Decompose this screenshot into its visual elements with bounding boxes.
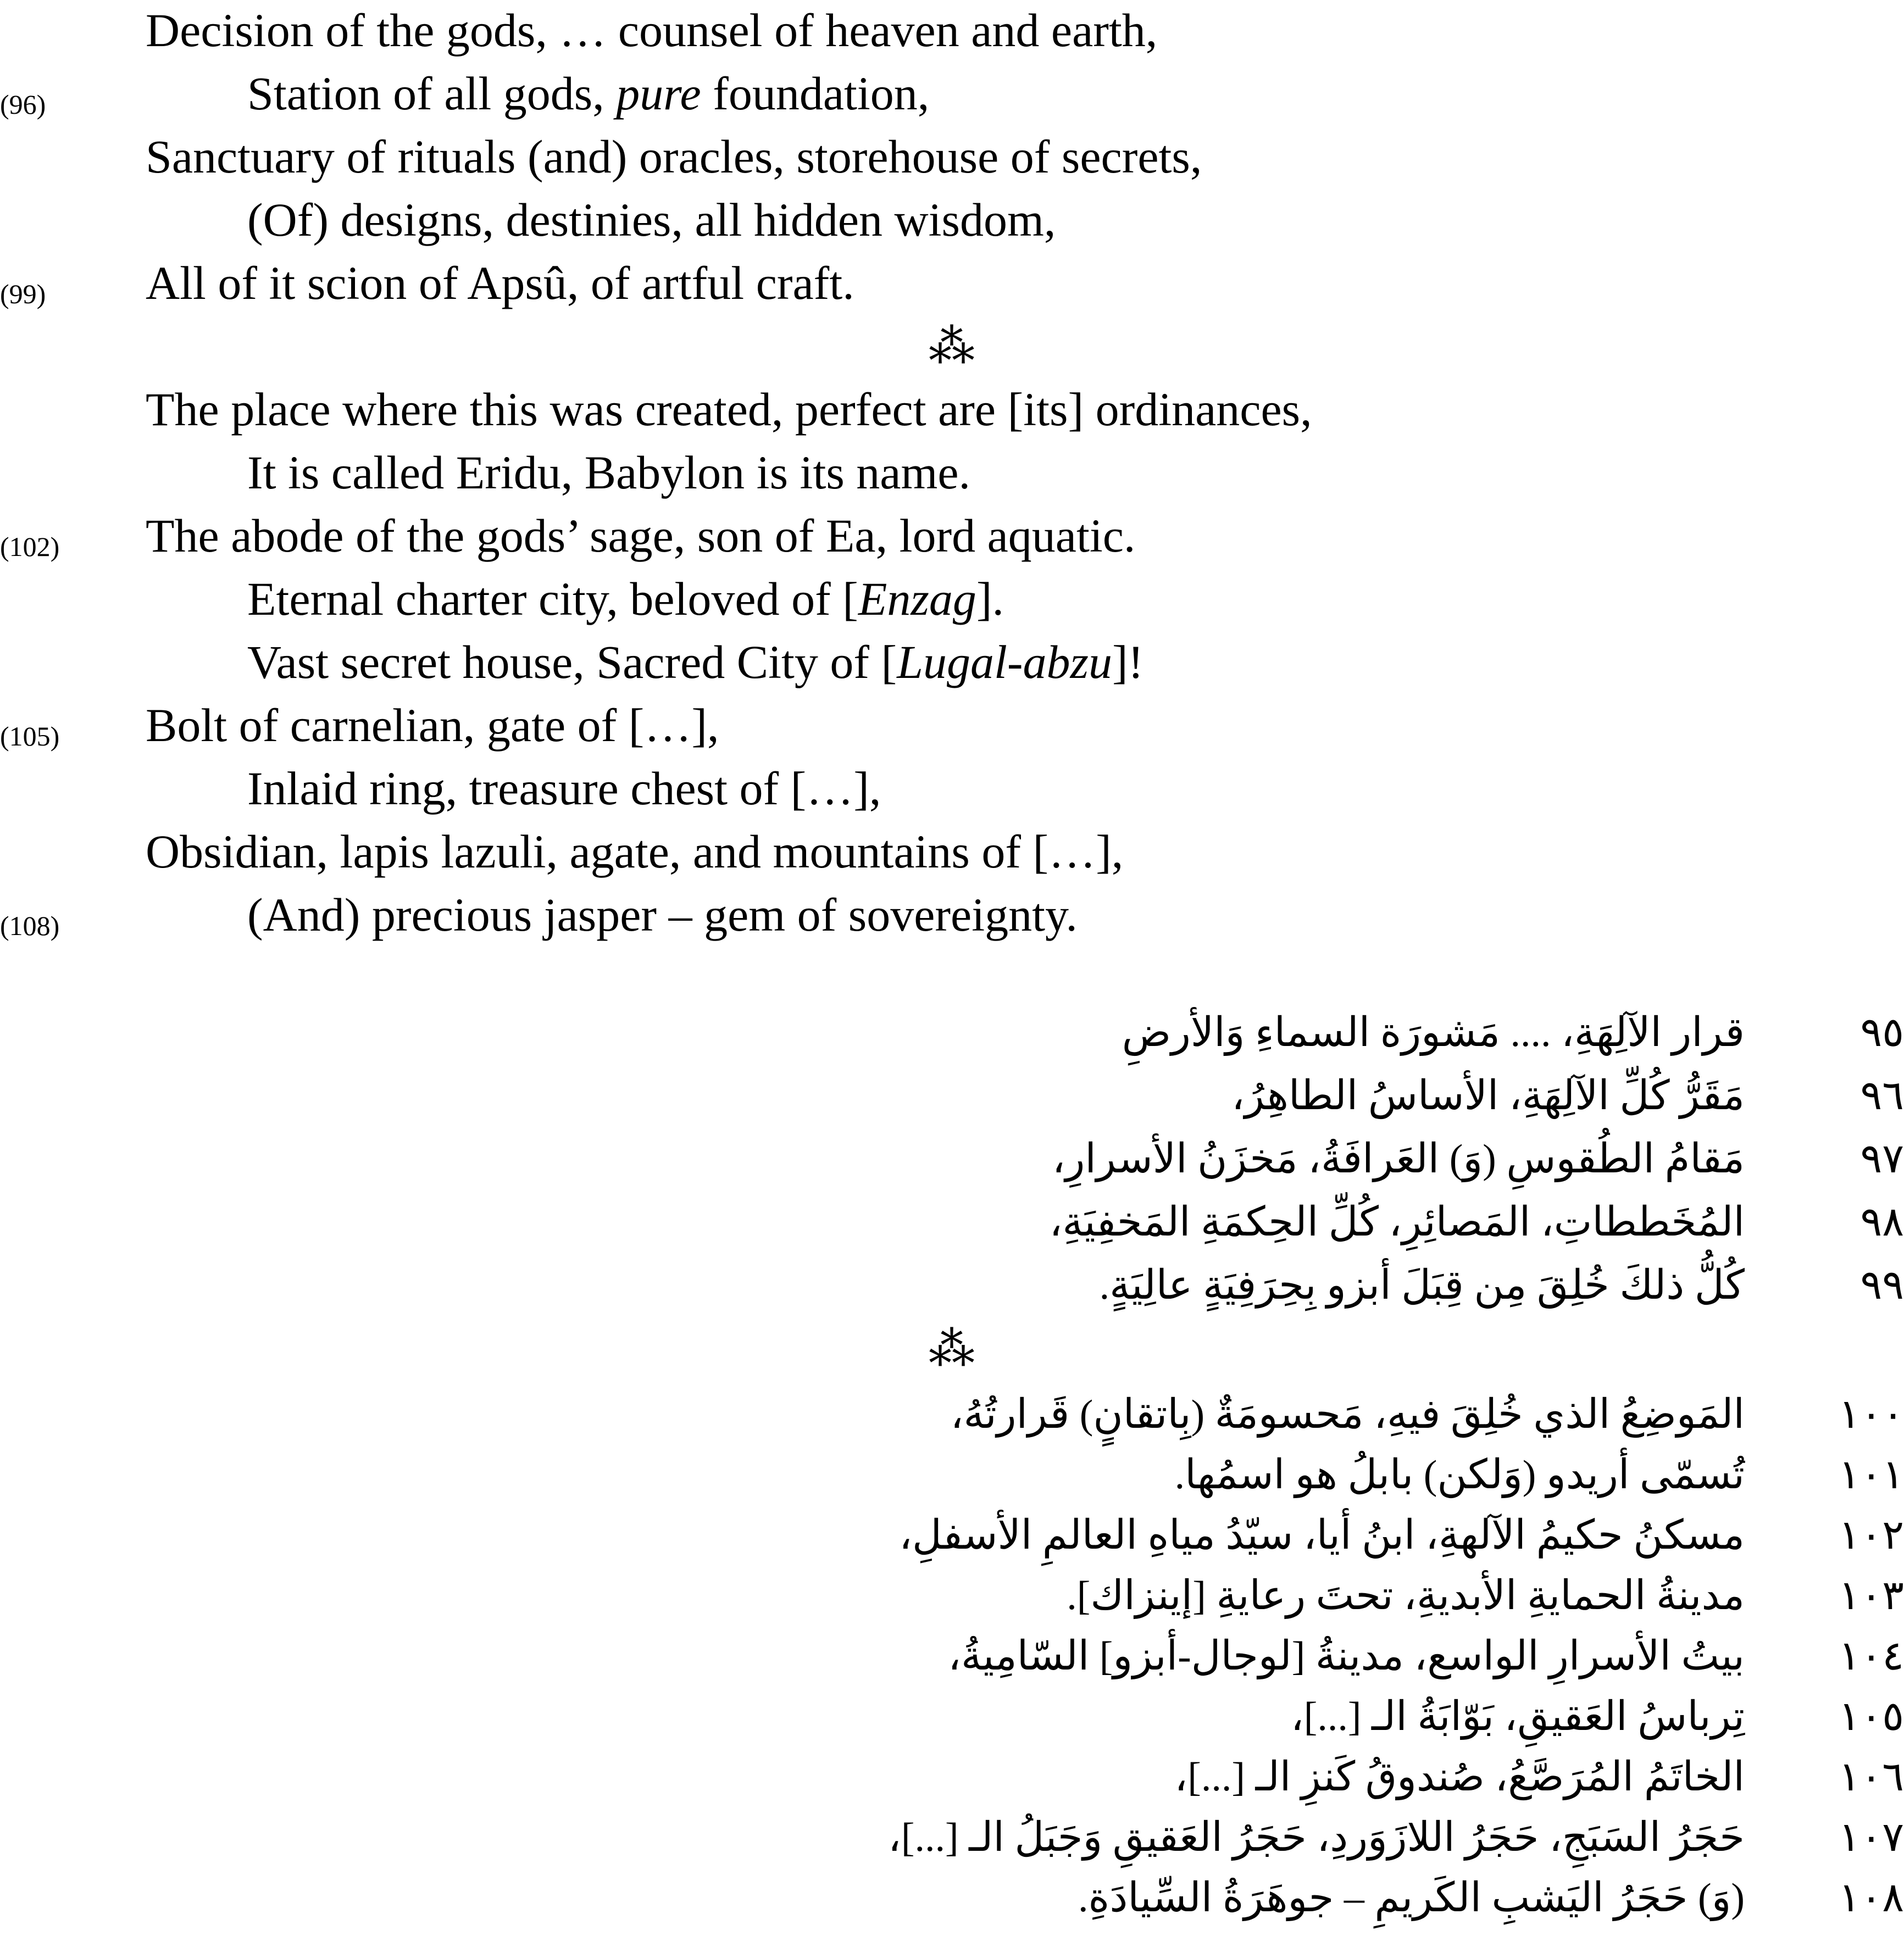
verse-segment: Eternal charter city, beloved of [ <box>247 572 858 625</box>
arabic-line <box>0 1129 1904 1192</box>
english-line <box>0 695 1904 758</box>
arabic-verse-text: الخاتَمُ المُرَصَّعُ، صُندوقُ كَنزِ الـ [...]، <box>1174 1755 1745 1800</box>
verse-segment: (And) precious jasper – gem of sovereignty. <box>247 888 1078 941</box>
arabic-verse-text: قرار الآلِهَةِ، .... مَشورَة السماءِ وَالأرضِ <box>1122 1010 1745 1055</box>
arabic-line <box>0 1066 1904 1129</box>
english-line <box>0 632 1904 695</box>
verse-text <box>247 63 929 124</box>
verse-segment: Vast secret house, Sacred City of [ <box>247 636 897 688</box>
arabic-line <box>0 1687 1904 1750</box>
arabic-verse-text: المُخَططاتِ، المَصائِرِ، كُلِّ الحِكمَةِ المَخفِيَةِ، <box>1049 1200 1745 1245</box>
verse-text <box>146 253 854 313</box>
english-line <box>0 884 1904 948</box>
english-line <box>0 63 1904 126</box>
arabic-line-number: ٩٦ <box>1860 1073 1904 1119</box>
verse-text <box>247 632 1143 692</box>
arabic-line <box>0 1445 1904 1508</box>
verse-segment: All of it scion of Apsû, of artful craft. <box>146 257 854 309</box>
english-line <box>0 253 1904 316</box>
verse-text <box>247 569 1004 629</box>
verse-segment: (Of) designs, destinies, all hidden wisdom, <box>247 193 1056 246</box>
verse-text <box>146 0 1157 60</box>
english-line <box>0 442 1904 505</box>
arabic-line-number: ١٠٠ <box>1838 1392 1904 1437</box>
line-number: (102) <box>0 531 60 562</box>
verse-text <box>247 758 881 819</box>
verse-segment: ]! <box>1112 636 1144 688</box>
verse-text <box>146 505 1135 566</box>
verse-segment: Decision of the gods, … counsel of heaven and earth, <box>146 4 1158 57</box>
arabic-verse-text: مَقامُ الطُقوسِ (وَ) العَرافَةُ، مَخزَنُ الأسرارِ، <box>1052 1137 1745 1182</box>
arabic-line-number: ١٠٦ <box>1838 1755 1904 1800</box>
verse-text <box>247 884 1078 945</box>
arabic-line-number: ١٠٨ <box>1838 1876 1904 1921</box>
verse-segment: Station of all gods, <box>247 67 617 120</box>
line-number: (99) <box>0 279 46 309</box>
arabic-line <box>0 1626 1904 1689</box>
english-line <box>0 821 1904 884</box>
arabic-line-number: ١٠٧ <box>1838 1815 1904 1860</box>
arabic-verse-text: مسكنُ حكيمُ الآلهةِ، ابنُ أيا، سيّدُ مياهِ العالمِ الأسفلِ، <box>899 1513 1745 1558</box>
arabic-line <box>0 1384 1904 1448</box>
arabic-line <box>0 1868 1904 1931</box>
english-line <box>0 505 1904 569</box>
section-separator: ⁂ <box>929 321 975 372</box>
arabic-verse-text: بيتُ الأسرارِ الواسع، مدينةُ [لوجال-أبزو] السّامِيةُ، <box>948 1634 1745 1679</box>
arabic-line-number: ٩٨ <box>1860 1200 1904 1245</box>
arabic-verse-text: تُسمّى أريدو (وَلكن) بابلُ هو اسمُها. <box>1174 1453 1745 1498</box>
verse-text <box>146 379 1312 439</box>
verse-segment: ]. <box>976 572 1004 625</box>
verse-text <box>247 442 970 503</box>
arabic-verse-text: مَقَرُّ كُلِّ الآلِهَةِ، الأساسُ الطاهِرُ، <box>1231 1073 1745 1119</box>
english-line <box>0 0 1904 63</box>
arabic-line-number: ٩٧ <box>1860 1137 1904 1182</box>
line-number: (105) <box>0 721 60 752</box>
arabic-line <box>0 1566 1904 1629</box>
arabic-line-number: ٩٥ <box>1860 1010 1904 1055</box>
arabic-line <box>0 1505 1904 1568</box>
arabic-line <box>0 1192 1904 1255</box>
italic-word: pure <box>616 67 701 120</box>
verse-text <box>146 126 1202 187</box>
arabic-verse-text: كُلُّ ذلكَ خُلِقَ مِن قِبَلَ أبزو بِحِرَفِيَةٍ عالِيَةٍ. <box>1099 1263 1745 1308</box>
verse-segment: Inlaid ring, treasure chest of […], <box>247 762 881 815</box>
arabic-line <box>0 1807 1904 1871</box>
verse-text <box>146 821 1123 882</box>
english-line <box>0 379 1904 442</box>
arabic-verse-text: حَجَرُ السَبَجِ، حَجَرُ اللازَوَردِ، حَجَرُ العَقيقِ وَجَبَلُ الـ [...]، <box>887 1815 1745 1860</box>
verse-segment: The place where this was created, perfect are [its] ordinances, <box>146 383 1312 436</box>
arabic-line <box>0 1003 1904 1066</box>
arabic-line <box>0 1255 1904 1318</box>
verse-segment: Sanctuary of rituals (and) oracles, storehouse of secrets, <box>146 130 1202 183</box>
arabic-verse-text: تِرباسُ العَقيقِ، بَوّابَةُ الـ [...]، <box>1290 1694 1745 1739</box>
arabic-line-number: ١٠٢ <box>1838 1513 1904 1558</box>
verse-segment: Obsidian, lapis lazuli, agate, and mountains of […], <box>146 825 1124 878</box>
italic-word: Enzag <box>858 572 976 625</box>
arabic-verse-text: مدينةُ الحمايةِ الأبديةِ، تحتَ رعايةِ [إينزاك]. <box>1067 1573 1745 1618</box>
arabic-verse-text: المَوضِعُ الذي خُلِقَ فيهِ، مَحسومَةٌ (بِاتقانٍ) قَرارتُهُ، <box>950 1392 1745 1437</box>
verse-text <box>146 695 719 755</box>
verse-text <box>247 190 1056 250</box>
arabic-line-number: ٩٩ <box>1860 1263 1904 1308</box>
verse-segment: Bolt of carnelian, gate of […], <box>146 699 719 752</box>
arabic-line-number: ١٠٥ <box>1838 1694 1904 1739</box>
arabic-line <box>0 1747 1904 1810</box>
verse-segment: foundation, <box>701 67 930 120</box>
italic-word: Lugal-abzu <box>897 636 1113 688</box>
english-line <box>0 190 1904 253</box>
english-line <box>0 758 1904 821</box>
line-number: (108) <box>0 910 60 941</box>
verse-segment: It is called Eridu, Babylon is its name. <box>247 446 971 499</box>
section-separator: ⁂ <box>929 1324 975 1375</box>
english-line <box>0 126 1904 190</box>
arabic-verse-text: (وَ) حَجَرُ اليَشبِ الكَريمِ – جوهَرَةُ السِّيادَةِ. <box>1078 1876 1745 1921</box>
verse-segment: The abode of the gods’ sage, son of Ea, lord aquatic. <box>146 509 1136 562</box>
arabic-line-number: ١٠٤ <box>1838 1634 1904 1679</box>
line-number: (96) <box>0 89 46 120</box>
arabic-line-number: ١٠٣ <box>1838 1573 1904 1618</box>
english-line <box>0 569 1904 632</box>
arabic-line-number: ١٠١ <box>1838 1453 1904 1498</box>
